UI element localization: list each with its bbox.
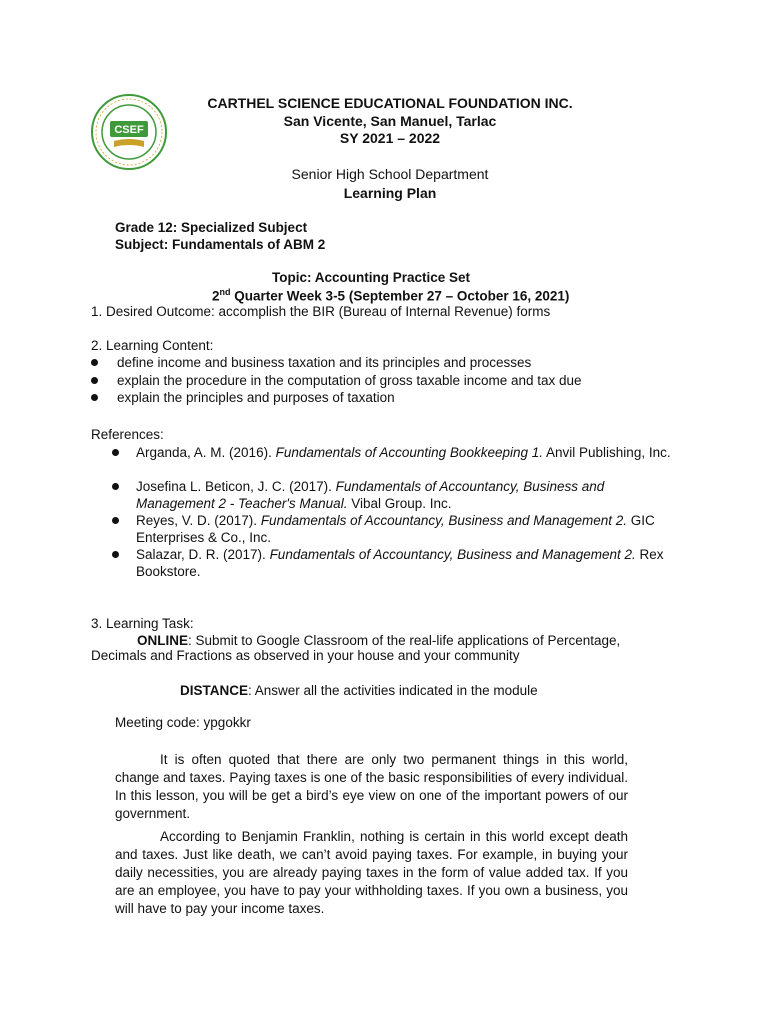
- bullet-icon: [91, 377, 98, 384]
- learning-task-label: 3. Learning Task:: [91, 616, 194, 631]
- reference-title: Fundamentals of Accountancy, Business and Management 2.: [260, 513, 628, 528]
- references-label: References:: [91, 427, 164, 442]
- school-year: SY 2021 – 2022: [339, 130, 441, 146]
- content-item: explain the procedure in the computation of gross taxable income and tax due: [117, 373, 582, 388]
- meeting-code: Meeting code: ypgokkr: [115, 715, 251, 730]
- reference-item: [136, 444, 676, 461]
- online-text-cont: Decimals and Fractions as observed in your house and your community: [91, 648, 520, 663]
- subject-label: Subject: Fundamentals of ABM 2: [115, 237, 326, 252]
- bullet-icon: [91, 359, 98, 366]
- bullet-icon: [112, 483, 119, 490]
- reference-title: Fundamentals of Accounting Bookkeeping 1.: [275, 445, 544, 460]
- reference-title: Fundamentals of Accountancy, Business and Management 2 - Teacher's Manual.: [136, 479, 605, 511]
- distance-task: [180, 683, 538, 698]
- seal-text: CSEF: [114, 124, 144, 136]
- reference-item: [136, 478, 676, 512]
- online-label: ONLINE: [137, 633, 189, 648]
- learning-content-label: 2. Learning Content:: [91, 338, 214, 353]
- bullet-icon: [91, 394, 98, 401]
- reference-publisher: Vibal Group. Inc.: [347, 496, 452, 511]
- org-address: San Vicente, San Manuel, Tarlac: [283, 113, 497, 129]
- online-text: : Submit to Google Classroom of the real-life applications of Percentage,: [188, 633, 621, 648]
- reference-author: Josefina L. Beticon, J. C. (2017).: [136, 479, 336, 494]
- quarter-number: 2: [212, 288, 220, 304]
- topic-label: Topic: Accounting Practice Set: [272, 270, 471, 285]
- reference-title: Fundamentals of Accountancy, Business and Management 2.: [269, 547, 636, 562]
- content-item: explain the principles and purposes of taxation: [117, 390, 395, 405]
- quarter-text: Quarter Week 3-5 (September 27 – October 16, 2021): [230, 288, 570, 304]
- distance-text: : Answer all the activities indicated in the module: [248, 683, 538, 698]
- bullet-icon: [112, 517, 119, 524]
- reference-publisher: Anvil Publishing, Inc.: [543, 445, 671, 460]
- org-name: CARTHEL SCIENCE EDUCATIONAL FOUNDATION INC.: [207, 95, 573, 111]
- online-task: [91, 633, 665, 663]
- department: Senior High School Department: [291, 166, 489, 182]
- reference-author: Salazar, D. R. (2017).: [136, 547, 270, 562]
- body-paragraph: [115, 751, 628, 823]
- reference-author: Reyes, V. D. (2017).: [136, 513, 261, 528]
- distance-label: DISTANCE: [180, 683, 249, 698]
- grade-label: Grade 12: Specialized Subject: [115, 220, 308, 235]
- reference-item: [136, 512, 676, 546]
- reference-publisher: GIC Enterprises & Co., Inc.: [136, 513, 655, 545]
- quarter-suffix: nd: [219, 287, 231, 297]
- school-seal-logo: [90, 93, 168, 171]
- desired-outcome: 1. Desired Outcome: accomplish the BIR (Bureau of Internal Revenue) forms: [91, 304, 551, 319]
- bullet-icon: [112, 551, 119, 558]
- body-paragraph: [115, 828, 628, 918]
- doc-type: Learning Plan: [343, 185, 437, 201]
- reference-publisher: Rex Bookstore.: [136, 547, 664, 579]
- quarter-label: [212, 287, 569, 304]
- reference-author: Arganda, A. M. (2016).: [136, 445, 276, 460]
- reference-item: [136, 546, 676, 580]
- bullet-icon: [112, 449, 119, 456]
- paragraph-text: It is often quoted that there are only two permanent things in this world, change and taxes. Paying taxes is one of the basic responsibilities of every individual. In this lesson, you will be get a bird’s eye view on one of the important powers of our government.: [115, 752, 628, 821]
- content-item: define income and business taxation and its principles and processes: [117, 355, 532, 370]
- paragraph-text: According to Benjamin Franklin, nothing is certain in this world except death and taxes. Just like death, we can’t avoid paying taxes. For example, in buying your daily necessities, you are already paying taxes in the form of value added tax. If you are an employee, you have to pay your withholding taxes. If you own a business, you will have to pay your income taxes.: [115, 829, 628, 916]
